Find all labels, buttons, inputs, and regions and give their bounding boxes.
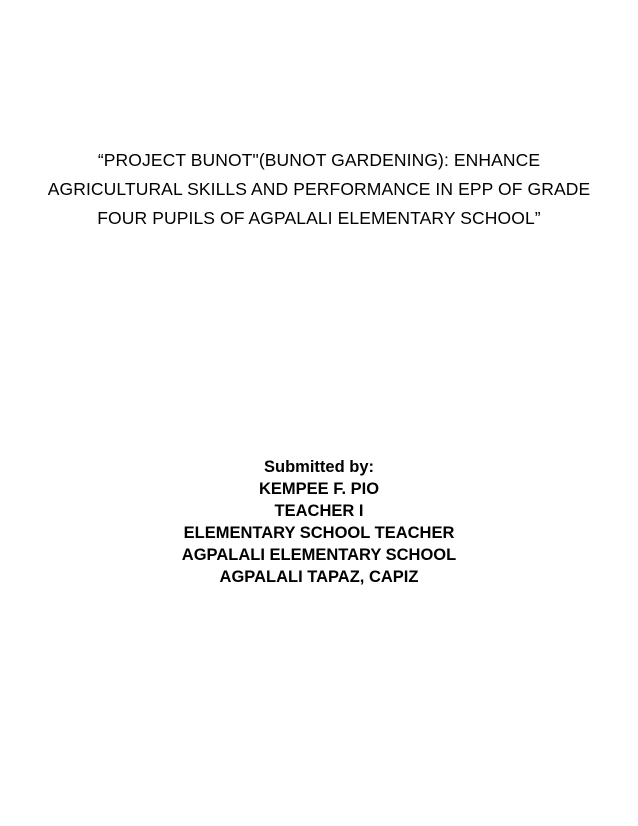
author-position: TEACHER I <box>274 502 364 520</box>
school-address: AGPALALI TAPAZ, CAPIZ <box>219 568 419 586</box>
title-line-3: FOUR PUPILS OF AGPALALI ELEMENTARY SCHOOL” <box>97 208 541 228</box>
document-title <box>40 146 598 233</box>
submitted-by-block <box>0 456 638 588</box>
title-line-1: “PROJECT BUNOT"(BUNOT GARDENING): ENHANCE <box>97 150 541 170</box>
author-name: KEMPEE F. PIO <box>258 480 380 498</box>
submitted-by-label: Submitted by: <box>264 458 374 476</box>
author-designation: ELEMENTARY SCHOOL TEACHER <box>183 524 455 542</box>
title-line-2: AGRICULTURAL SKILLS AND PERFORMANCE IN EPP OF GRADE <box>47 179 591 199</box>
school-name: AGPALALI ELEMENTARY SCHOOL <box>181 546 457 564</box>
